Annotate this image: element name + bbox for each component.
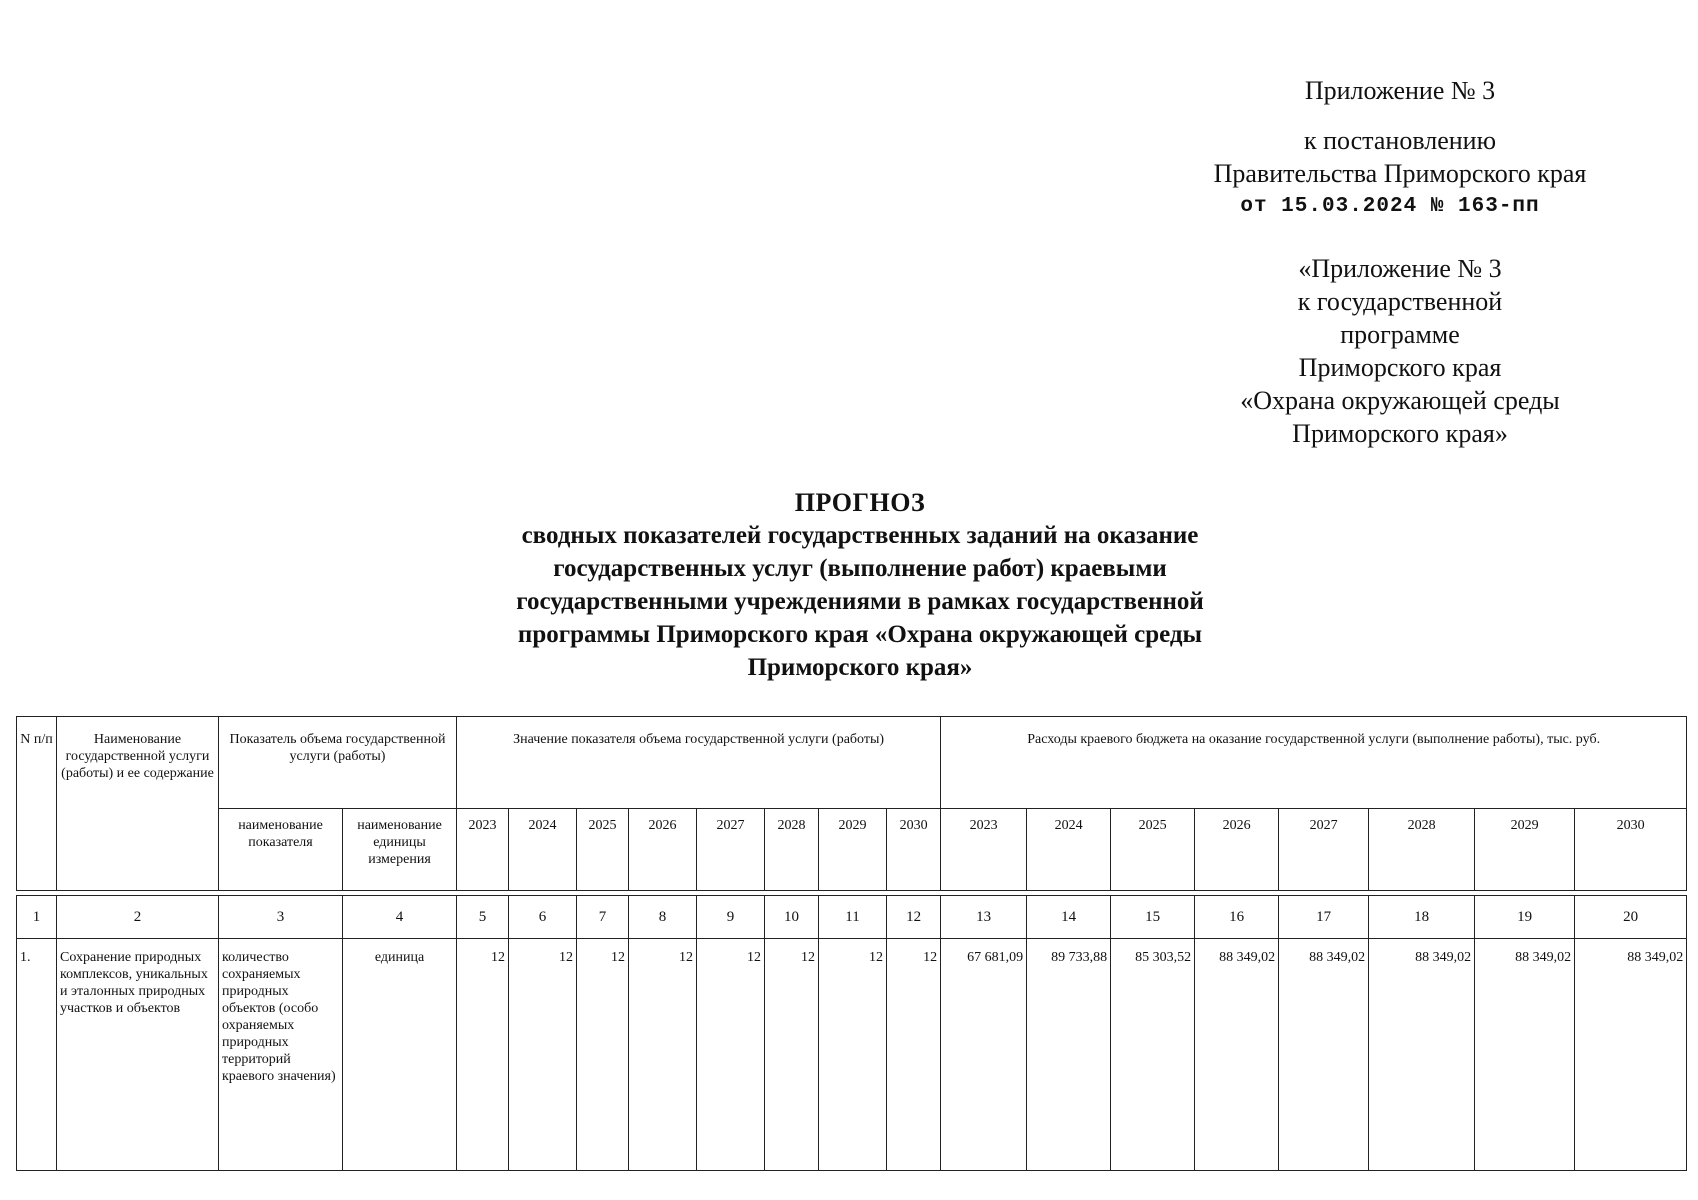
- column-number-row: [17, 896, 1687, 939]
- column-number: 19: [1475, 896, 1575, 939]
- row-value: 12: [629, 939, 697, 1171]
- row-unit: единица: [343, 939, 457, 1171]
- row-expense: 88 349,02: [1195, 939, 1279, 1171]
- row-value: 12: [887, 939, 941, 1171]
- row-value: 12: [577, 939, 629, 1171]
- program-line: Приморского края»: [1292, 419, 1508, 448]
- column-number: 18: [1369, 896, 1475, 939]
- program-line: к государственной: [1297, 287, 1503, 316]
- column-number: 16: [1195, 896, 1279, 939]
- row-expense: 85 303,52: [1111, 939, 1195, 1171]
- header-expense-year: 2030: [1575, 809, 1687, 891]
- column-number: 11: [819, 896, 887, 939]
- table-row: [17, 939, 1687, 1171]
- row-expense: 67 681,09: [941, 939, 1027, 1171]
- row-expense: 88 349,02: [1575, 939, 1687, 1171]
- decree-line-1: к постановлению: [1303, 126, 1497, 155]
- header-value-year: 2027: [697, 809, 765, 891]
- row-value: 12: [457, 939, 509, 1171]
- header-value-year: 2029: [819, 809, 887, 891]
- header-expense-year: 2029: [1475, 809, 1575, 891]
- column-number: 1: [17, 896, 57, 939]
- document-title-line: сводных показателей государственных заданий на оказание: [521, 522, 1199, 549]
- row-expense: 88 349,02: [1279, 939, 1369, 1171]
- column-number: 10: [765, 896, 819, 939]
- column-number: 6: [509, 896, 577, 939]
- document-title-line: государственными учреждениями в рамках государственной: [516, 588, 1204, 615]
- column-number: 9: [697, 896, 765, 939]
- program-reference: [1150, 252, 1650, 450]
- row-value: 12: [765, 939, 819, 1171]
- document-title-line: программы Приморского края «Охрана окружающей среды: [517, 621, 1203, 648]
- header-value-year: 2025: [577, 809, 629, 891]
- column-number: 12: [887, 896, 941, 939]
- row-expense: 89 733,88: [1027, 939, 1111, 1171]
- header-expense-year: 2027: [1279, 809, 1369, 891]
- forecast-table: [16, 716, 1687, 1171]
- decree-date: от 15.03.2024 № 163-пп: [1240, 195, 1540, 218]
- header-expense-year: 2026: [1195, 809, 1279, 891]
- document-title-line: государственных услуг (выполнение работ) краевыми: [553, 555, 1167, 582]
- header-indicator-name: наименование показателя: [219, 809, 343, 891]
- appendix-title-text: Приложение № 3: [1304, 76, 1496, 105]
- column-number: 7: [577, 896, 629, 939]
- header-expenses-group: Расходы краевого бюджета на оказание государственной услуги (выполнение работы), тыс. руб.: [941, 717, 1687, 809]
- column-number: 8: [629, 896, 697, 939]
- column-number: 4: [343, 896, 457, 939]
- header-indicator-group: Показатель объема государственной услуги (работы): [219, 717, 457, 809]
- program-line: «Приложение № 3: [1298, 254, 1502, 283]
- row-indicator: количество сохраняемых природных объектов (особо охраняемых природных территорий краевого значения): [219, 939, 343, 1171]
- row-value: 12: [697, 939, 765, 1171]
- header-values-group: Значение показателя объема государственной услуги (работы): [457, 717, 941, 809]
- header-indicator-unit: наименование единицы измерения: [343, 809, 457, 891]
- header-value-year: 2026: [629, 809, 697, 891]
- header-expense-year: 2025: [1111, 809, 1195, 891]
- row-service: Сохранение природных комплексов, уникальных и эталонных природных участков и объектов: [57, 939, 219, 1171]
- document-title-main: ПРОГНОЗ: [794, 488, 926, 517]
- column-number: 17: [1279, 896, 1369, 939]
- row-expense: 88 349,02: [1475, 939, 1575, 1171]
- header-value-year: 2028: [765, 809, 819, 891]
- column-number: 2: [57, 896, 219, 939]
- program-line: Приморского края: [1298, 353, 1502, 382]
- decree-line-2: Правительства Приморского края: [1213, 159, 1587, 188]
- header-value-year: 2030: [887, 809, 941, 891]
- column-number: 15: [1111, 896, 1195, 939]
- column-number: 14: [1027, 896, 1111, 939]
- row-value: 12: [819, 939, 887, 1171]
- row-expense: 88 349,02: [1369, 939, 1475, 1171]
- column-number: 3: [219, 896, 343, 939]
- program-line: «Охрана окружающей среды: [1240, 386, 1560, 415]
- document-title: [420, 486, 1300, 684]
- column-number: 5: [457, 896, 509, 939]
- program-line: программе: [1340, 320, 1460, 349]
- column-number: 20: [1575, 896, 1687, 939]
- row-value: 12: [509, 939, 577, 1171]
- header-expense-year: 2024: [1027, 809, 1111, 891]
- appendix-title: [1150, 74, 1650, 107]
- document-title-line: Приморского края»: [747, 654, 973, 681]
- header-expense-year: 2028: [1369, 809, 1475, 891]
- header-value-year: 2023: [457, 809, 509, 891]
- header-service-name: Наименование государственной услуги (работы) и ее содержание: [57, 717, 219, 891]
- header-expense-year: 2023: [941, 809, 1027, 891]
- header-value-year: 2024: [509, 809, 577, 891]
- decree-reference: [1150, 124, 1650, 223]
- header-num: N п/п: [17, 717, 57, 891]
- column-number: 13: [941, 896, 1027, 939]
- row-num: 1.: [17, 939, 57, 1171]
